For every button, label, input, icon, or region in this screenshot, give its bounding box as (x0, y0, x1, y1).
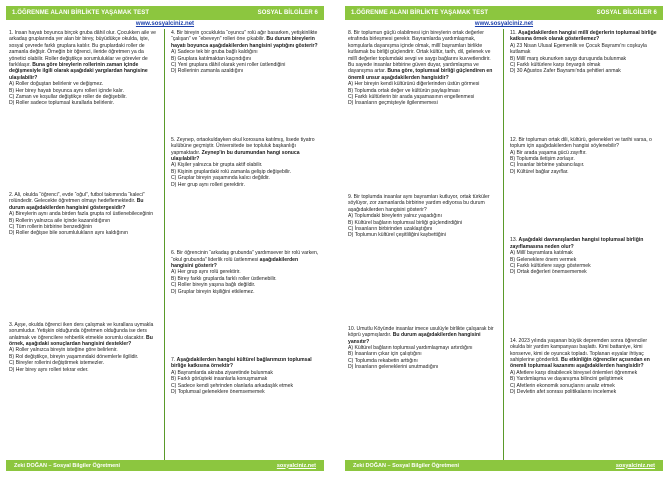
answer-option[interactable]: D) Her grup aynı rolleri gerektirir. (171, 181, 245, 188)
question-text: Ali, okulda “öğrenci”, evde “oğul”, futbol takımında “kaleci” rolündedir. Gelecekte öğretmen olmayı hedeflemektedir. (9, 191, 145, 205)
question-text: Bir bireyin çocuklukta “oyuncu” rolü ağır basarken, yetişkinlikte “çalışan” ve “ebeveyn” rolleri öne çıkabilir. (171, 30, 318, 43)
question-stem (510, 237, 660, 250)
answer-option[interactable]: C) İnsanların birbirinden uzaklaştığını (348, 225, 433, 232)
question-spacer (171, 188, 321, 250)
question-number: 8. (348, 30, 353, 36)
question-prompt: Bu durum bireylerin hayatı boyunca aşağıdakilerden hangisini yaptığını gösterir? (171, 36, 318, 49)
question-number: 6. (171, 250, 176, 257)
question-number: 11. (510, 30, 517, 36)
column (510, 30, 660, 460)
question-stem (171, 357, 321, 370)
question-stem (9, 192, 159, 211)
question-stem (348, 194, 498, 213)
answer-option[interactable]: B) Her birey hayatı boyunca aynı rolleri içinde kalır. (9, 87, 124, 94)
answer-option[interactable]: B) Birey farklı gruplarda farklı roller üstlenebilir. (171, 275, 277, 282)
answer-option[interactable]: A) Roller doğuştan belirlenir ve değişmez. (9, 81, 104, 88)
answer-option[interactable]: C) Sadece kendi şehrinden olanlarla arkadaşlık etmek (171, 382, 294, 389)
question-block (510, 237, 660, 275)
question-block (348, 326, 498, 371)
answer-option[interactable]: C) Toplumda rekabetin arttığını (348, 357, 418, 364)
question-text: Bir öğrencinin “arkadaş grubunda” yardımsever bir rolü varken, “okul grubunda” liderlik rolü üstlenmesi (171, 250, 319, 263)
question-number: 10. (348, 325, 356, 332)
answer-option[interactable]: A) Millî bayramlara katılmak (510, 250, 573, 257)
answer-option[interactable]: A) Bireylerin aynı anda birden fazla grupta rol üstlenebileceğinin (9, 211, 154, 218)
answer-option[interactable]: B) Kişinin gruplardaki rolü zamanla gelişip değişebilir. (171, 168, 292, 175)
question-spacer (171, 395, 321, 457)
question-number: 7. (171, 356, 176, 363)
question-stem (510, 338, 660, 370)
answer-option[interactable]: C) Gruplar bireyin yaşamında kalıcı değildir. (171, 175, 270, 182)
question-number: 9. (348, 193, 353, 200)
question-text: Zeynep, ortaokuldayken okul korosuna katılmış, lisede tiyatro kulübüne geçmiştir. Üniversitede ise topluluk başkanlığı yapmaktadır. (171, 136, 315, 156)
question-stem (9, 30, 159, 81)
answer-option[interactable]: B) Rol değiştikçe, bireyin yaşamındaki dönemlerle ilgilidir. (9, 353, 139, 360)
website-link[interactable]: www.sosyalciniz.net (135, 21, 195, 27)
question-number: 14. (510, 337, 518, 344)
question-prompt: Zeynep'in bu durumundan hangi sonuca ulaşılabilir? (171, 149, 300, 163)
answer-option[interactable]: B) İnsanların çıkar için çalıştığını (348, 351, 422, 358)
answer-option[interactable]: D) Roller sadece toplumsal kurallarla belirlenir. (9, 100, 115, 107)
answer-option[interactable]: D) Roller değişse bile sorumlulukların aynı kaldığının (9, 230, 128, 237)
answer-option[interactable]: B) Gruplara katılmaktan kaçındığını (171, 55, 252, 62)
question-spacer (348, 239, 498, 326)
answer-option[interactable]: A) Afetlere karşı dirabilecek bireysel önlemleri öğrenmek (510, 369, 638, 376)
question-number: 3. (9, 321, 14, 328)
question-block (171, 137, 321, 188)
answer-option[interactable]: D) Toplumsal geleneklere önemsememek (171, 388, 265, 395)
answer-option[interactable]: B) Toplumda iletişim zorlaşır. (510, 156, 575, 163)
question-number: 1. (9, 30, 14, 36)
question-block (348, 194, 498, 239)
page-footer (345, 460, 663, 471)
page-left (6, 6, 324, 471)
question-text: Bir toplumun güçlü olabilmesi için bireylerin ortak değerler etrafında birleşmesi gerekir. Bayramlarda yardımlaşmak, komşularla dayanışma içinde olmak, millî bayramları birlikte kutlamak bu birliği güçlendirir. Ortak kültür, tarih, dil, gelenek ve millî değerler toplumdaki sevgi ve saygı bağlarını kuvvetlendirir. Bu sayede insanlar birbirine güven duyar, yardımlaşma ve dayanışma artar. (348, 30, 491, 75)
question-block (171, 250, 321, 295)
question-spacer (9, 107, 159, 192)
answer-option[interactable]: D) Gruplar bireyin kişiliğini etkilemez. (171, 288, 255, 295)
answer-option[interactable]: D) Ortak değerleri önemsememek (510, 269, 587, 276)
question-block (171, 357, 321, 395)
answer-option[interactable]: D) Toplumun kültürel çeşitliliğini kaybettiğini (348, 232, 446, 239)
answer-option[interactable]: B) Yardımlaşma ve dayanışma bilincini geliştirmek (510, 376, 624, 383)
question-stem (510, 137, 660, 150)
question-text: Umutlu Köyünde insanlar imece usulüyle birlikte çalışarak bir köprü yapmışlardır. (348, 325, 494, 339)
question-prompt: Bu durum aşağıdakilerden hangisini yansıtır? (348, 332, 481, 345)
page-header (6, 6, 324, 20)
answer-option[interactable]: C) Bireyler rollerini değiştirmek istemezler. (9, 360, 105, 367)
question-number: 5. (171, 136, 176, 143)
question-spacer (9, 373, 159, 458)
footer-site-link[interactable]: sosyalciniz.net (276, 462, 316, 469)
question-prompt: Buna göre bireylerin rollerinin zaman içinde değişmesiyle ilgili olarak aşağıdaki yargılardan hangisine ulaşılabilir? (9, 62, 148, 81)
question-stem (348, 30, 498, 81)
page-right (345, 6, 663, 471)
column-divider (164, 29, 165, 460)
answer-option[interactable]: C) İnsanlar birbirine yabancılaşır. (510, 162, 585, 169)
header-subject: SOSYAL BİLGİLER 6 (596, 10, 657, 16)
answer-option[interactable]: B) Toplumda ortak değer ve kültürün paylaşılması (348, 87, 460, 94)
question-stem (510, 30, 660, 43)
answer-option[interactable]: C) Farklı kültürlere karşı önyargılı olmak (510, 62, 601, 69)
question-spacer (171, 295, 321, 357)
question-spacer (348, 107, 498, 194)
page-footer (6, 460, 324, 471)
question-stem (171, 30, 321, 49)
answer-option[interactable]: C) Afetlerin ekonomik sonuçlarını analiz etmek (510, 382, 615, 389)
answer-option[interactable]: C) Roller bireyin yaşına bağlı değildir. (171, 282, 256, 289)
answer-option[interactable]: D) Rollerinin zamanla azaldığını (171, 68, 244, 75)
column (348, 30, 498, 460)
question-prompt: aşağıdakilerden hangisini gösterir? (171, 256, 299, 269)
column (9, 30, 159, 460)
answer-option[interactable]: B) Kültürel bağların toplumsal birliği güçlendirdiğini (348, 219, 463, 226)
question-spacer (510, 276, 660, 338)
answer-option[interactable]: A) 23 Nisan Ulusal Egemenlik ve Çocuk Bayramı'nı coşkuyla kutlamak (510, 42, 647, 56)
question-block (9, 30, 159, 107)
header-title: 1.ÖĞRENME ALANI BİRLİKTE YAŞAMAK TEST (351, 10, 489, 16)
question-prompt: Aşağıdakilerden hangisi kültürel bağlarımızın toplumsal birliğe katkısına örnektir? (171, 356, 312, 370)
answer-option[interactable]: D) Devletin afet sonrası politikalarını incelemek (510, 388, 617, 395)
footer-site-link[interactable]: sosyalciniz.net (615, 462, 655, 469)
question-number: 12. (510, 136, 518, 143)
question-stem (9, 322, 159, 348)
question-spacer (510, 75, 660, 137)
question-prompt: Bu etkinliğin öğrenciler açısından en önemli toplumsal kazanımı aşağıdakilerden hangisidir? (510, 356, 650, 370)
column (171, 30, 321, 460)
question-text: Ayşe, okulda öğrenci iken ders çalışmak ve kurallara uymakla sorumludur. Yetişkin olduğunda öğretmen olduğunda ise ders anlatmak ve öğrencilere rehberlik etmekle sorumlu olacaktır. (9, 321, 154, 341)
answer-option[interactable]: D) Kültürel bağlar zayıflar. (510, 168, 569, 175)
answer-option[interactable]: D) İnsanların geleneklerini unutmadığını (348, 364, 439, 371)
question-prompt: Aşağıdakilerden hangisi millî değerlerin toplumsal birliğe katkısına örnek olarak gösterilemez? (510, 30, 657, 43)
question-stem (171, 250, 321, 269)
footer-author: Zeki DOĞAN – Sosyal Bilgiler Öğretmeni (14, 462, 121, 469)
question-number: 4. (171, 30, 176, 36)
answer-option[interactable]: C) Tüm rollerin birbirine benzediğinin (9, 223, 93, 230)
answer-option[interactable]: A) Her bireyin kendi kültürünü diğerlerinden üstün görmesi (348, 81, 480, 88)
question-block (510, 338, 660, 396)
answer-option[interactable]: D) 30 Ağustos Zafer Bayramı'nda şehitleri anmak (510, 68, 621, 75)
answer-option[interactable]: B) Farklı görüşteki insanlarla konuşmamak (171, 376, 268, 383)
header-subject: SOSYAL BİLGİLER 6 (257, 10, 318, 16)
question-text: 2023 yılında yaşanan büyük depremden sonra öğrenciler okulda bir yardım kampanyası başlattı. Kimi battaniye, kimi konserve, kimi de oyuncak topladı. Toplanan eşyalar ihtiyaç sahiplerine gönderildi. (510, 337, 648, 363)
answer-option[interactable]: A) Kişiler yalnızca bir grupta aktif olabilir. (171, 162, 263, 169)
question-spacer (9, 237, 159, 322)
answer-option[interactable]: A) Bir arada yaşama gücü zayıftır. (510, 149, 587, 156)
question-block (510, 30, 660, 75)
answer-option[interactable]: A) Roller yalnızca bireyin isteğine göre belirlenir. (9, 347, 118, 354)
answer-option[interactable]: D) Her birey aynı rolleri tekrar eder. (9, 366, 89, 373)
question-number: 13. (510, 237, 518, 244)
answer-option[interactable]: C) Zaman ve koşullar değiştikçe roller de değişebilir. (9, 94, 127, 101)
answer-option[interactable]: A) Bayramlarda akraba ziyaretinde bulunmak (171, 369, 273, 376)
answer-option[interactable]: B) Millî marş okunurken saygı duruşunda bulunmak (510, 55, 627, 62)
answer-option[interactable]: B) Geleneklere önem vermek (510, 256, 577, 263)
website-link[interactable]: www.sosyalciniz.net (474, 21, 534, 27)
answer-option[interactable]: D) İnsanların geçmişteyle ilgilenmemesi (348, 100, 438, 107)
question-text: Bir toplumun ortak dili, kültürü, gelenekleri ve tarihi varsa, o toplum için aşağıdakilerden hangisi söylenebilir? (510, 136, 652, 150)
question-spacer (510, 175, 660, 237)
question-block (9, 322, 159, 373)
footer-author: Zeki DOĞAN – Sosyal Bilgiler Öğretmeni (353, 462, 460, 469)
answer-option[interactable]: A) Toplumdaki bireylerin yalnız yaşadığını (348, 213, 442, 220)
question-spacer (171, 75, 321, 137)
question-text: Bir toplumda insanlar aynı bayramları kutluyor, ortak türküler söylüyor, zor zamanlarda birbirine yardım ediyorsa bu durum aşağıdakilerden hangisini gösterir? (348, 193, 490, 213)
question-block (171, 30, 321, 75)
answer-option[interactable]: C) Farklı kültürlerin bir arada yaşamasının engellenmesi (348, 94, 475, 101)
question-number: 2. (9, 191, 14, 198)
question-prompt: Aşağıdaki davranışlardan hangisi toplumsal birliğin zayıflamasına neden olur? (510, 237, 644, 250)
answer-option[interactable]: A) Sadece tek bir gruba bağlı kaldığını (171, 49, 258, 56)
answer-option[interactable]: A) Her grup aynı rolü gerektirir. (171, 269, 241, 276)
column-divider (503, 29, 504, 460)
question-prompt: Buna göre, toplumsal birliği güçlendiren en önemli unsur aşağıdakilerden hangisidir? (348, 68, 493, 81)
answer-option[interactable]: A) Kültürel bağların toplumsal yardımlaşmayı artırdığını (348, 344, 473, 351)
question-block (510, 137, 660, 175)
answer-option[interactable]: C) Farklı kültürlere saygı göstermek (510, 262, 591, 269)
answer-option[interactable]: C) Yeni gruplara dâhil olarak yeni roller üstlendiğini (171, 62, 286, 69)
page-header (345, 6, 663, 20)
question-prompt: Bu örnek, aşağıdaki sonuçlardan hangisini destekler? (9, 334, 153, 347)
question-block (9, 192, 159, 237)
question-stem (348, 326, 498, 345)
question-spacer (510, 395, 660, 457)
question-stem (171, 137, 321, 163)
question-prompt: Bu durum aşağıdakilerden hangisini göstergesidir? (9, 198, 144, 211)
question-text: İnsan hayatı boyunca birçok gruba dâhil olur. Çocukken aile ve arkadaş gruplarında yer alan bir birey, büyüdükçe okulda, işte, sosyal çevrede farklı gruplara katılır. Bu gruplardaki roller de zamanla değişir. Örneğin bir öğrenci, ileride öğretmen ya da yönetici olabilir. Roller değiştikçe sorumluluklar ve görevler de farklılaşır. (9, 30, 156, 69)
answer-option[interactable]: B) Rollerin yalnızca aile içinde kazanıldığının (9, 217, 111, 224)
question-block (348, 30, 498, 107)
question-spacer (348, 371, 498, 458)
header-title: 1.ÖĞRENME ALANI BİRLİKTE YAŞAMAK TEST (12, 10, 150, 16)
